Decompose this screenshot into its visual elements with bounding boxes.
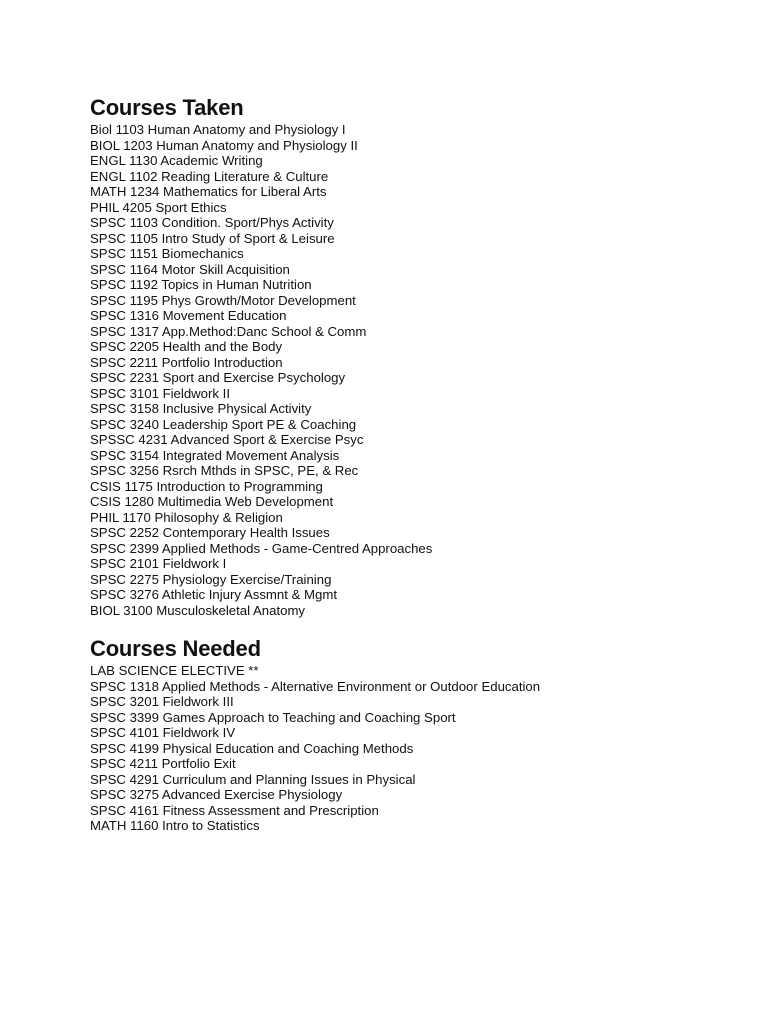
course-list-item: SPSC 1105 Intro Study of Sport & Leisure <box>90 230 335 246</box>
course-list-item: SPSC 1316 Movement Education <box>90 308 287 323</box>
courses-taken-list <box>90 122 730 618</box>
course-list-item: ENGL 1130 Academic Writing <box>90 153 263 168</box>
course-list-item: SPSC 2275 Physiology Exercise/Training <box>90 571 332 587</box>
course-list-item: MATH 1234 Mathematics for Liberal Arts <box>90 184 327 199</box>
course-list-item: SPSC 1318 Applied Methods - Alternative Environment or Outdoor Education <box>90 678 541 694</box>
course-list-item: CSIS 1175 Introduction to Programming <box>90 478 323 494</box>
course-list-item: Biol 1103 Human Anatomy and Physiology I <box>90 122 346 137</box>
course-list-item: SPSC 2252 Contemporary Health Issues <box>90 525 330 540</box>
course-list-item: SPSC 3256 Rsrch Mthds in SPSC, PE, & Rec <box>90 463 359 478</box>
course-list-item: SPSC 2231 Sport and Exercise Psychology <box>90 370 346 385</box>
course-list-item: SPSC 2211 Portfolio Introduction <box>90 354 283 370</box>
course-list-item: LAB SCIENCE ELECTIVE ** <box>90 663 259 678</box>
document-page <box>90 94 730 834</box>
course-list-item: SPSC 4101 Fieldwork IV <box>90 725 236 740</box>
course-list-item: SPSC 3275 Advanced Exercise Physiology <box>90 787 343 802</box>
courses-needed-list <box>90 663 730 834</box>
course-list-item: SPSC 4161 Fitness Assessment and Prescription <box>90 802 379 818</box>
course-list-item: SPSC 2101 Fieldwork I <box>90 556 227 571</box>
courses-needed-section <box>90 635 730 834</box>
courses-taken-heading: Courses Taken <box>90 95 244 120</box>
course-list-item: SPSC 3399 Games Approach to Teaching and Coaching Sport <box>90 709 456 725</box>
course-list-item: SPSC 3154 Integrated Movement Analysis <box>90 447 340 463</box>
course-list-item: SPSC 1195 Phys Growth/Motor Development <box>90 292 356 308</box>
course-list-item: BIOL 3100 Musculoskeletal Anatomy <box>90 602 306 618</box>
course-list-item: CSIS 1280 Multimedia Web Development <box>90 494 334 509</box>
course-list-item: SPSC 3201 Fieldwork III <box>90 694 234 709</box>
course-list-item: PHIL 1170 Philosophy & Religion <box>90 509 283 525</box>
course-list-item: SPSC 3240 Leadership Sport PE & Coaching <box>90 416 357 432</box>
course-list-item: SPSC 1192 Topics in Human Nutrition <box>90 277 312 292</box>
course-list-item: SPSSC 4231 Advanced Sport & Exercise Psyc <box>90 432 364 447</box>
course-list-item: SPSC 2205 Health and the Body <box>90 339 283 354</box>
course-list-item: SPSC 1151 Biomechanics <box>90 246 244 261</box>
course-list-item: SPSC 4211 Portfolio Exit <box>90 756 236 771</box>
courses-needed-heading: Courses Needed <box>90 636 261 661</box>
course-list-item: SPSC 1103 Condition. Sport/Phys Activity <box>90 215 334 230</box>
course-list-item: SPSC 1317 App.Method:Danc School & Comm <box>90 323 367 339</box>
course-list-item: PHIL 4205 Sport Ethics <box>90 199 227 215</box>
course-list-item: SPSC 4291 Curriculum and Planning Issues in Physical <box>90 771 416 787</box>
course-list-item: BIOL 1203 Human Anatomy and Physiology II <box>90 137 358 153</box>
course-list-item: SPSC 3158 Inclusive Physical Activity <box>90 401 312 416</box>
course-list-item: SPSC 2399 Applied Methods - Game-Centred Approaches <box>90 540 433 556</box>
course-list-item: SPSC 3101 Fieldwork II <box>90 385 230 401</box>
course-list-item: SPSC 3276 Athletic Injury Assmnt & Mgmt <box>90 587 338 602</box>
course-list-item: ENGL 1102 Reading Literature & Culture <box>90 168 329 184</box>
course-list-item: MATH 1160 Intro to Statistics <box>90 818 260 833</box>
course-list-item: SPSC 1164 Motor Skill Acquisition <box>90 261 290 277</box>
course-list-item: SPSC 4199 Physical Education and Coaching Methods <box>90 740 414 756</box>
courses-taken-section <box>90 94 730 618</box>
